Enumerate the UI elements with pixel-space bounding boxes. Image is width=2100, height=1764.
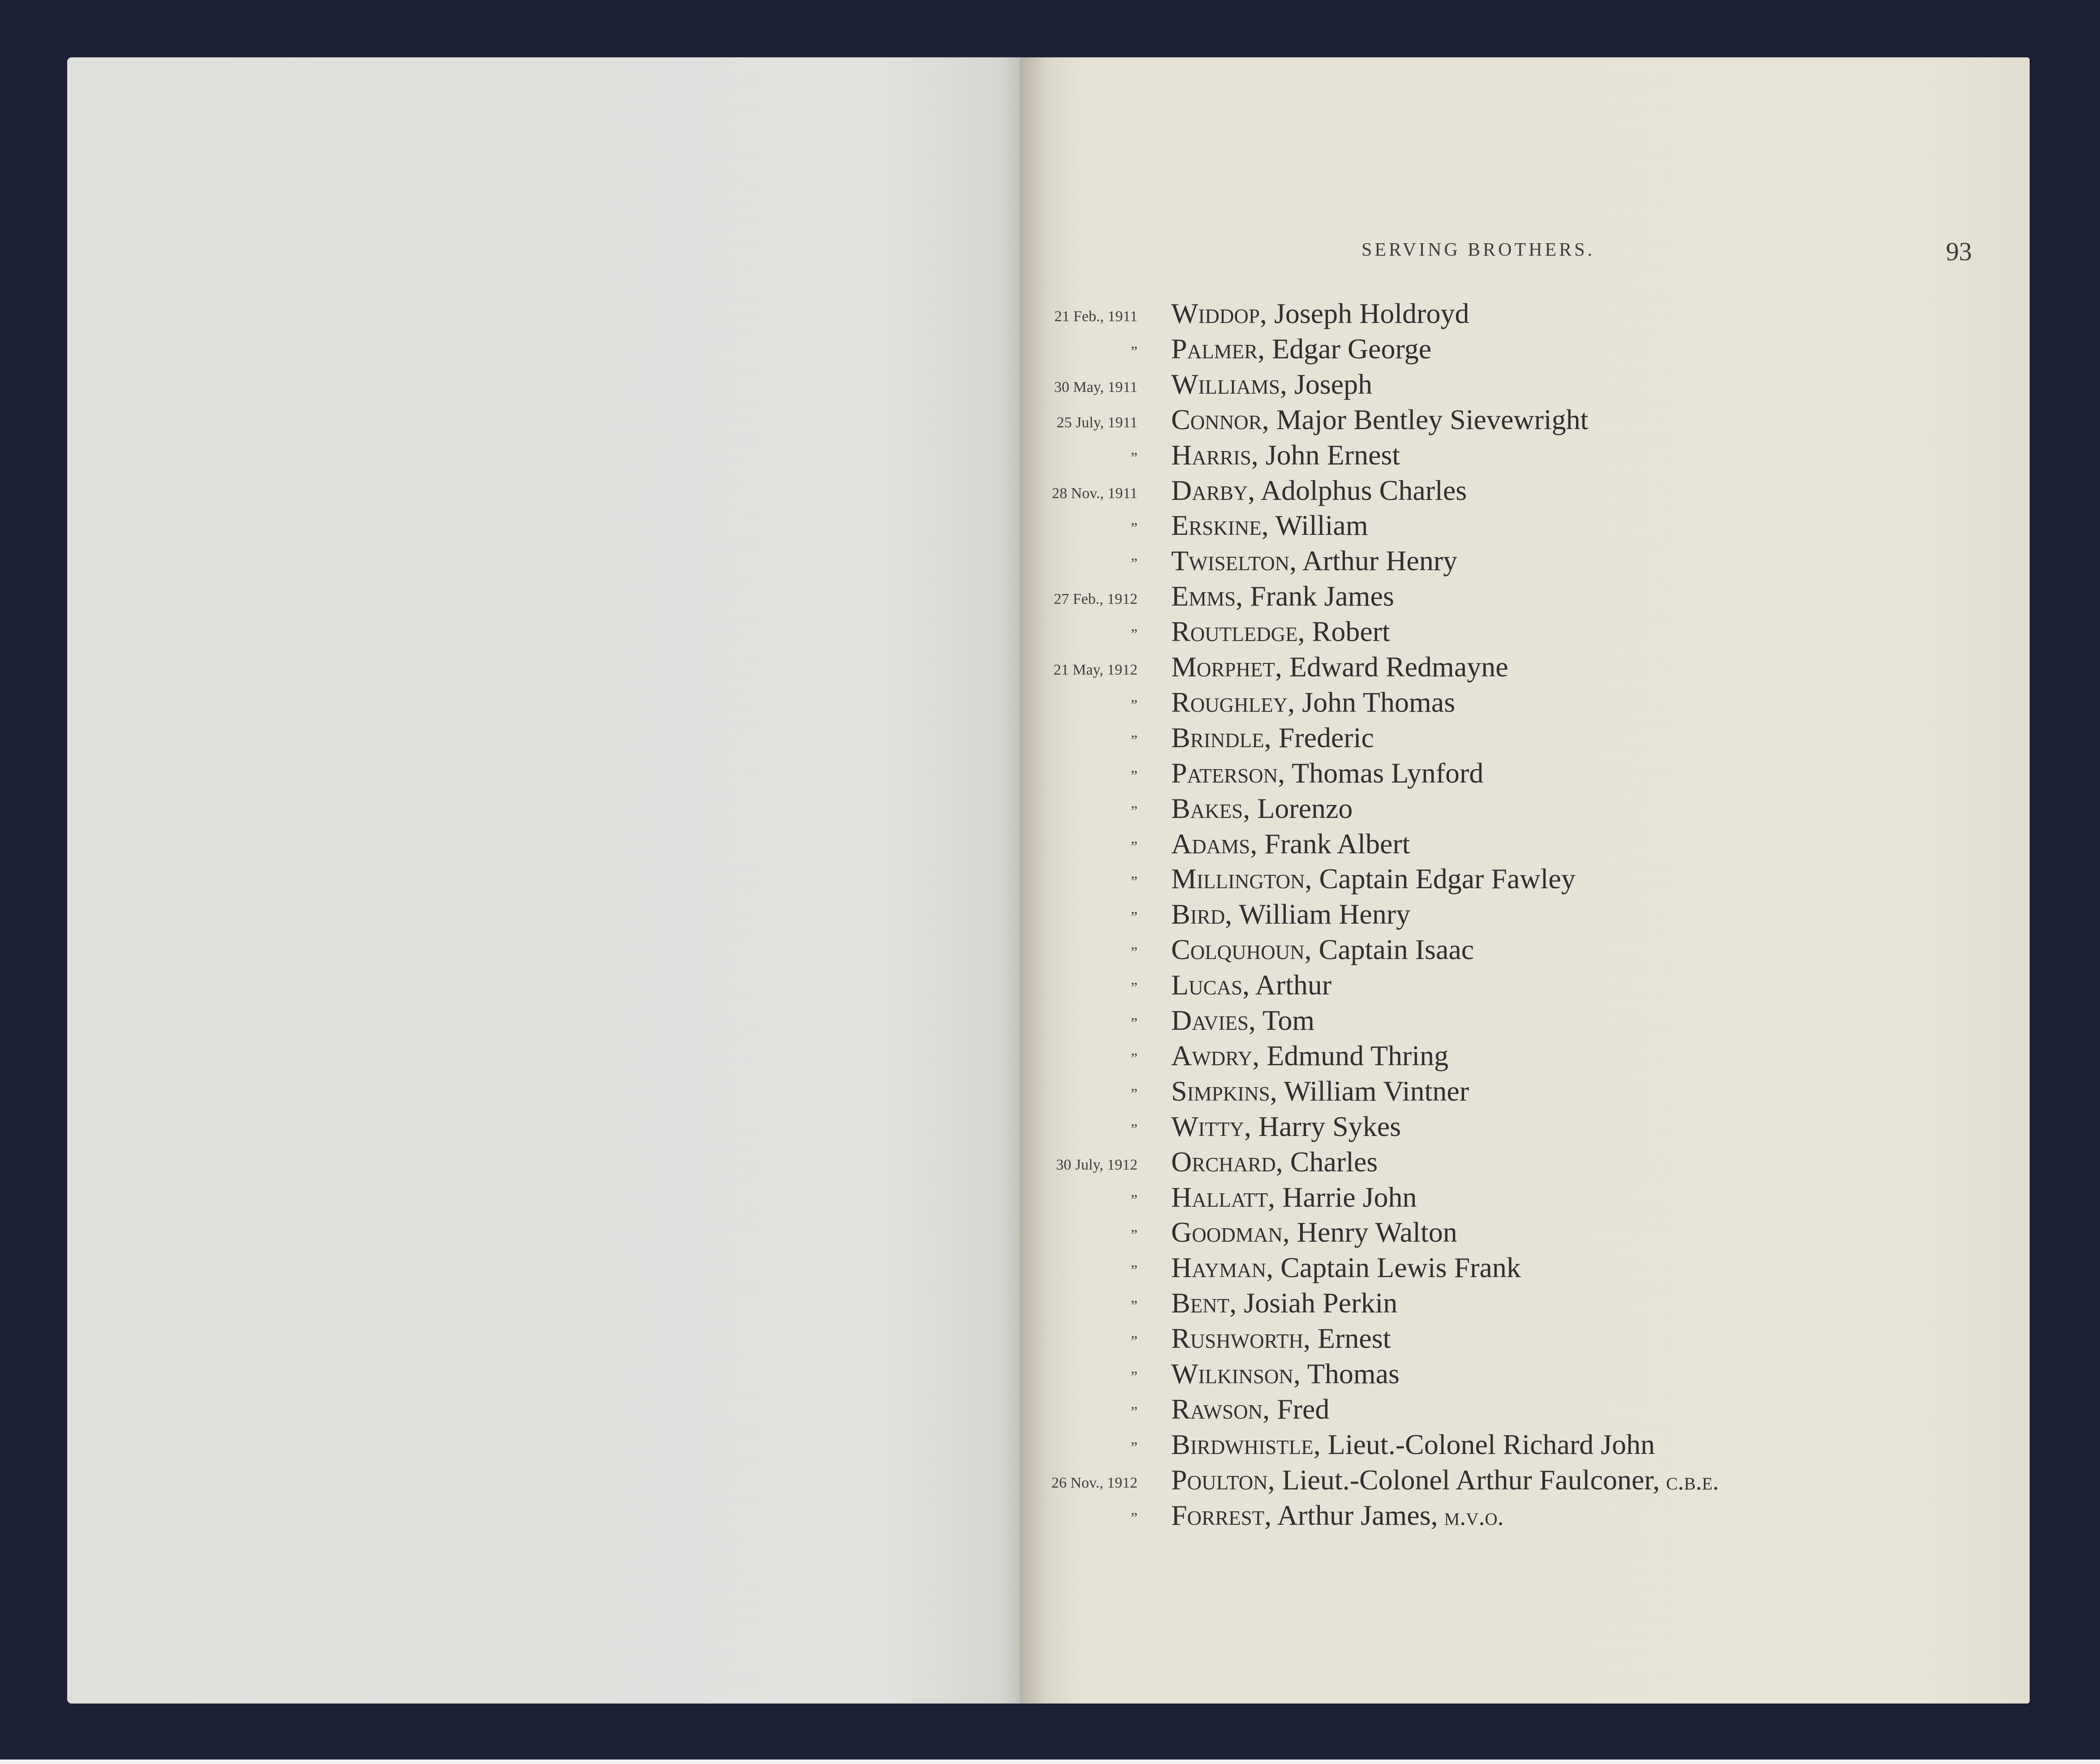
entry-given-names: Adolphus Charles [1255, 474, 1467, 506]
entry-surname: Palmer, [1171, 332, 1265, 365]
entry-given-names: William [1268, 509, 1368, 542]
entry-date: 28 Nov., 1911 [1052, 485, 1138, 502]
entry-surname: Widdop, [1171, 297, 1267, 329]
entry-name [1171, 617, 1390, 646]
entry-name [1171, 299, 1469, 328]
entry-name [1171, 1324, 1391, 1353]
entry-given-names: Edgar George [1265, 332, 1432, 365]
entry-surname: Davies, [1171, 1004, 1256, 1036]
entry-surname: Birdwhistle, [1171, 1428, 1321, 1460]
entry-surname: Witty, [1171, 1110, 1251, 1142]
entry-given-names: John Thomas [1295, 686, 1456, 718]
entry-surname: Rushworth, [1171, 1322, 1310, 1355]
entry-date: ” [1130, 944, 1138, 961]
entry-surname: Goodman, [1171, 1216, 1290, 1248]
entry-surname: Roughley, [1171, 686, 1295, 718]
entry-name [1171, 1077, 1469, 1106]
entry-surname: Emms, [1171, 580, 1243, 612]
entry-name [1171, 1501, 1504, 1530]
entry-given-names: Joseph [1287, 368, 1373, 400]
entry-date: ” [1130, 520, 1138, 537]
entry-date: ” [1130, 1050, 1138, 1067]
entry-surname: Orchard, [1171, 1145, 1283, 1178]
entry-given-names: Arthur [1250, 969, 1332, 1001]
entry-given-names: Edward Redmayne [1282, 651, 1508, 683]
entry-surname: Simpkins, [1171, 1075, 1277, 1107]
scan-bottom-edge [0, 1760, 2100, 1764]
entry-date: ” [1130, 909, 1138, 926]
entry-surname: Awdry, [1171, 1039, 1260, 1071]
entry-given-names: Major Bentley Sievewright [1269, 403, 1589, 435]
entry-date: ” [1130, 1262, 1138, 1279]
entry-given-names: Harrie John [1275, 1181, 1417, 1213]
entry-date: ” [1130, 1368, 1138, 1385]
entry-date: 30 May, 1911 [1054, 379, 1138, 396]
entry-surname: Colquhoun, [1171, 934, 1312, 966]
entry-given-names: William Vintner [1277, 1075, 1469, 1107]
left-page-blank [67, 57, 1030, 1704]
entry-given-names: Captain Edgar Fawley [1312, 863, 1576, 895]
entry-given-names: Arthur Henry [1297, 545, 1458, 577]
entry-surname: Brindle, [1171, 721, 1271, 753]
entry-given-names: Frank Albert [1257, 827, 1410, 860]
entry-date: ” [1130, 1510, 1138, 1527]
entry-surname: Paterson, [1171, 757, 1285, 789]
entry-date: ” [1130, 1085, 1138, 1102]
entry-surname: Darby, [1171, 474, 1255, 506]
entry-name [1171, 1218, 1457, 1247]
entry-surname: Hallatt, [1171, 1181, 1275, 1213]
entry-given-names: Ernest [1310, 1322, 1391, 1355]
entry-date: 21 May, 1912 [1053, 662, 1138, 678]
entry-given-names: Lieut.-Colonel Arthur Faulconer, [1275, 1463, 1660, 1496]
entry-date: 27 Feb., 1912 [1054, 591, 1138, 608]
entry-date: ” [1130, 1015, 1138, 1032]
entry-date: ” [1130, 626, 1138, 643]
entry-given-names: Edmund Thring [1259, 1039, 1449, 1071]
entry-given-names: Robert [1305, 615, 1390, 648]
entry-name [1171, 1253, 1521, 1282]
entry-name [1171, 1041, 1448, 1070]
entry-date: ” [1130, 449, 1138, 466]
entry-name [1171, 441, 1400, 469]
entry-date: ” [1130, 1403, 1138, 1420]
entry-surname: Hayman, [1171, 1252, 1274, 1284]
entry-given-names: Josiah Perkin [1237, 1287, 1398, 1319]
entry-name [1171, 476, 1467, 505]
entry-surname: Adams, [1171, 827, 1258, 860]
entry-name [1171, 332, 1432, 365]
entry-given-names: Captain Lewis Frank [1273, 1252, 1521, 1284]
entry-date: ” [1130, 343, 1138, 360]
running-header: SERVING BROTHERS. [1361, 240, 1595, 260]
entry-date: 30 July, 1912 [1056, 1156, 1138, 1173]
entry-date: ” [1130, 697, 1138, 714]
entry-given-names: Joseph Holdroyd [1267, 297, 1469, 329]
entry-name [1171, 1289, 1397, 1317]
entry-surname: Bent, [1171, 1287, 1237, 1319]
entry-surname: Erskine, [1171, 509, 1269, 542]
entry-date: ” [1130, 873, 1138, 891]
entry-surname: Poulton, [1171, 1463, 1275, 1496]
entry-surname: Wilkinson, [1171, 1358, 1301, 1390]
entry-name [1171, 1430, 1655, 1459]
entry-surname: Routledge, [1171, 615, 1305, 648]
entry-surname: Harris, [1171, 439, 1258, 471]
entry-given-names: Charles [1283, 1145, 1378, 1178]
entry-given-names: Lieut.-Colonel Richard John [1320, 1428, 1655, 1460]
entry-given-names: Thomas Lynford [1285, 757, 1484, 789]
entry-given-names: Thomas [1300, 1358, 1400, 1390]
entry-given-names: Arthur James, [1271, 1499, 1438, 1531]
entry-date: ” [1130, 1227, 1138, 1244]
entry-name [1171, 1112, 1401, 1141]
entry-name [1171, 653, 1508, 681]
entry-name [1171, 582, 1394, 611]
entry-date: 25 July, 1911 [1056, 414, 1138, 431]
entry-date: 21 Feb., 1911 [1054, 308, 1138, 325]
entry-surname: Twiselton, [1171, 545, 1297, 577]
entry-given-names: Tom [1255, 1004, 1315, 1036]
entry-date: ” [1130, 1192, 1138, 1209]
entry-given-names: John Ernest [1258, 439, 1400, 471]
entry-date: ” [1130, 838, 1138, 855]
entry-name [1171, 1006, 1314, 1035]
entry-date: ” [1130, 555, 1138, 572]
entry-honour: c.b.e. [1660, 1467, 1719, 1495]
entry-name [1171, 1395, 1329, 1424]
entry-date: 26 Nov., 1912 [1051, 1474, 1138, 1491]
entry-date: ” [1130, 1333, 1138, 1350]
entry-surname: Rawson, [1171, 1393, 1270, 1425]
entry-name [1171, 865, 1576, 893]
entry-given-names: Captain Isaac [1311, 934, 1474, 966]
entry-name [1171, 827, 1410, 860]
entry-given-names: Frank James [1243, 580, 1394, 612]
entry-surname: Connor, [1171, 403, 1269, 435]
entry-surname: Forrest, [1171, 1499, 1272, 1531]
entry-given-names: William Henry [1232, 898, 1411, 930]
entry-name [1171, 794, 1353, 823]
entry-date: ” [1130, 1298, 1138, 1315]
entry-name [1171, 370, 1372, 399]
entry-honour: m.v.o. [1438, 1502, 1504, 1531]
entry-surname: Morphet, [1171, 651, 1282, 683]
entry-surname: Bakes, [1171, 792, 1250, 824]
entry-surname: Millington, [1171, 863, 1312, 895]
entry-name [1171, 723, 1374, 752]
entry-name [1171, 900, 1410, 929]
entry-given-names: Fred [1270, 1393, 1330, 1425]
entry-date: ” [1130, 732, 1138, 749]
entry-date: ” [1130, 767, 1138, 784]
entry-given-names: Harry Sykes [1251, 1110, 1401, 1142]
entry-given-names: Lorenzo [1250, 792, 1353, 824]
entry-name [1171, 1183, 1417, 1212]
entry-name [1171, 935, 1474, 964]
entry-name [1171, 759, 1483, 787]
entry-surname: Williams, [1171, 368, 1287, 400]
entry-date: ” [1130, 1121, 1138, 1138]
entry-date: ” [1130, 980, 1138, 997]
entry-date: ” [1130, 1439, 1138, 1456]
entry-name [1171, 405, 1588, 434]
entry-surname: Lucas, [1171, 969, 1250, 1001]
page-number: 93 [1946, 237, 1972, 266]
entry-date: ” [1130, 803, 1138, 820]
entry-name [1171, 511, 1368, 540]
entry-name [1171, 1360, 1400, 1388]
entry-given-names: Frederic [1271, 721, 1374, 753]
entry-name [1171, 1463, 1719, 1496]
entry-name [1171, 688, 1455, 717]
entry-name [1171, 971, 1331, 999]
entry-surname: Bird, [1171, 898, 1233, 930]
entry-given-names: Henry Walton [1289, 1216, 1457, 1248]
entry-name [1171, 546, 1457, 575]
entry-name [1171, 1145, 1378, 1178]
